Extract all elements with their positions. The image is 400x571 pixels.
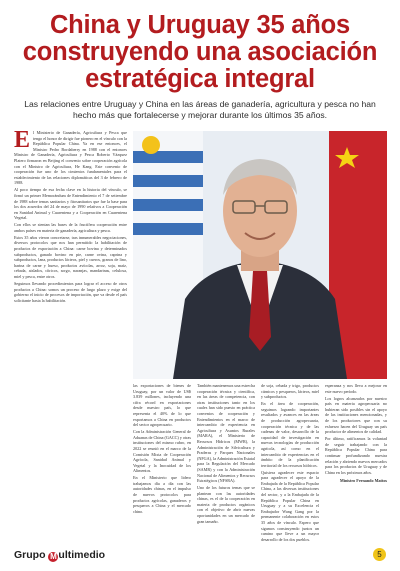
text-column-2 [133,383,191,538]
paragraph: de soja, cebada y trigo, productos cárnicos y pesqueros, lácteos, miel y subproductos. [261,383,319,400]
logo-text-left: Grupo [14,549,46,561]
paragraph: También mantenemos una estrecha cooperación técnica y científica, en las áreas de competencia, con otras instituciones tanto en los cuales han sido puesto en práctica convenios de cooperación y Entendimientos en el marco de intercambio de experiencia en Agricultura y Asuntos Rurales (MARA), el Ministerio de Recursos Hídricos (MWR), la Administración de Silvicultura y Praderas y Parques Nacionales (NFGA), la Administración Estatal para la Regulación del Mercado (SAMR) y con la Administración Nacional de Alimentos y Recursos Estratégicos (NFSRA). [197,383,256,484]
paragraph: Estos 35 años vieron concretarse, tras innumerables negociaciones, diversos protocolos que nos han permitido la habilitación de productos de exportación a China: carne bovina y determinados subproductos, ganado bovino en pie, carne ovina, caprina y subproductos, lana, productos lácteos, piel y cueros, granos de lino, harina de carne y hueso, productos avícolas, arroz, soja, maíz, cebada, aislados, cítricos, sorgo, naranjas, mandarinas, celulosa, miel y pesca, entre otros. [14,234,127,280]
text-column-5 [325,383,387,538]
paragraph: l Ministerio de Ganadería, Agricultura y Pesca que tengo el honor de dirigir fue pionero en el vínculo con la República Popular China. Ya en ese entonces, el Ministro Pedro Bordaberry en 1988 con el entonces Ministro de Ganadería, Agricultura y Pesca Roberto Vázquez Platero firmaron en Beijing el convenio sobre cooperación agrícola con el Ministro de Agricultura, He Kang. Este convenio de cooperación fue uno de los cimientos fundamentales para el establecimiento de las relaciones diplomáticas del 3 de febrero de 1988. [14,130,127,186]
drop-cap: E [14,127,31,153]
paragraph: Con la Administración General de Aduanas de China (GACC) y otras instituciones del mismo rubro, en 2022 se reunió en el marco de la Comisión Mixta de Cooperación Agrícola, Sanidad Animal y Vegetal y la Inocuidad de los Alimentos. [133,429,191,474]
logo-text-right: ultimedio [58,549,106,561]
minister-portrait [133,131,387,379]
paragraph: Uno de los futuros temas que se plantean con las autoridades chinas, es el de la cooperación en materia de productos orgánicos con el objetivo de abrir nuevas oportunidades en un mercado de gran tamaño. [197,485,255,524]
page-number-badge: 5 [373,548,386,561]
text-column-1 [14,127,127,537]
logo-mark-icon: M [50,552,57,561]
paragraph: Quisiera agradecer este espacio para agradecer el apoyo de la Embajada de la República Popular China, a las diversas instituciones del sector, y a la Embajada de la República Popular China en Uruguay y a su Excelencia el Embajador Wang Gang por la permanente colaboración en estos 35 años de vínculo. Espero que sigamos construyendo juntos un camino que lleve a un mayor desarrollo de los dos pueblos. [261,469,319,542]
paragraph: Seguimos llevando procedimientos para lograr el acceso de otros productos a China: somos un proceso de largo plazo y exige del gobierno el inicio de procesos de importación, que va desde el país solicitante hasta la habilitación. [14,281,127,303]
page-footer [0,545,400,571]
portrait-illustration [133,131,387,379]
paragraph: esperanza y nos lleva a mejorar en este nuevo período. [325,383,387,394]
text-column-3 [197,383,255,538]
article-subtitle: Las relaciones entre Uruguay y China en las áreas de ganadería, agricultura y pesca no han hecho más que fortalecerse y mejorar durante los últimos 35 años. [24,99,376,120]
paragraph: Con ellos se sientan las bases de la fructífera cooperación entre ambos países en materia de ganadería, agricultura y pesca. [14,222,127,233]
paragraph: Al poco tiempo de esa fecha clave en la historia del vínculo, se firmó un primer Memorándum de Entendimiento el 7 de setiembre de 1988 sobre temas sanitarios y fitosanitarios que fue la base para los dos acuerdos del 24 de mayo de 1990 relativos a Cooperación en Sanidad Animal y Cuarentena y a Cooperación en Cuarentena Vegetal. [14,187,127,221]
paragraph: las exportaciones de bienes de Uruguay, por un valor de US$ 3.839 millones, incluyendo una cifra récord en exportaciones desde nuestro país, lo que representa el 40% de lo que exportamos a China en productos del sector agropecuario. [133,383,191,428]
paragraph: En el área de cooperación, seguimos logrando importantes resultados y avances en las áreas de producción agropecuaria, cooperación técnica y de las cadenas de valor, desarrollo de la capacidad de investigación en nuevas tecnologías de producción agrícola, así como en el intercambio de experiencias en el ámbito de la planificación territorial de los recursos hídricos. [261,401,319,468]
author-signature: Ministro Fernando Mattos [339,478,387,484]
text-column-4 [261,383,319,542]
article-title: China y Uruguay 35 años construyendo una asociación estratégica integral [22,11,378,93]
paragraph: En el Ministerio que lidero trabajamos día a día con las autoridades chinas, en el impulso de nuevos protocolos para productos agrícolas, ganaderos y pesqueros a China y el mercado chino. [133,475,191,514]
publisher-logo [14,549,105,562]
paragraph: Por último, ratificamos la voluntad de seguir trabajando con la República Popular China para continuar profundizando nuestra relación y abriendo nuevos mercados para los productos de Uruguay y de China en los próximos años. [325,436,387,475]
paragraph: Los logros alcanzados por nuestro país en materia agropecuaria no hubieran sido posibles sin el apoyo de las instituciones mencionadas, y de los productores que con su esfuerzo hacen del Uruguay un país productor de alimentos de calidad. [325,395,387,435]
